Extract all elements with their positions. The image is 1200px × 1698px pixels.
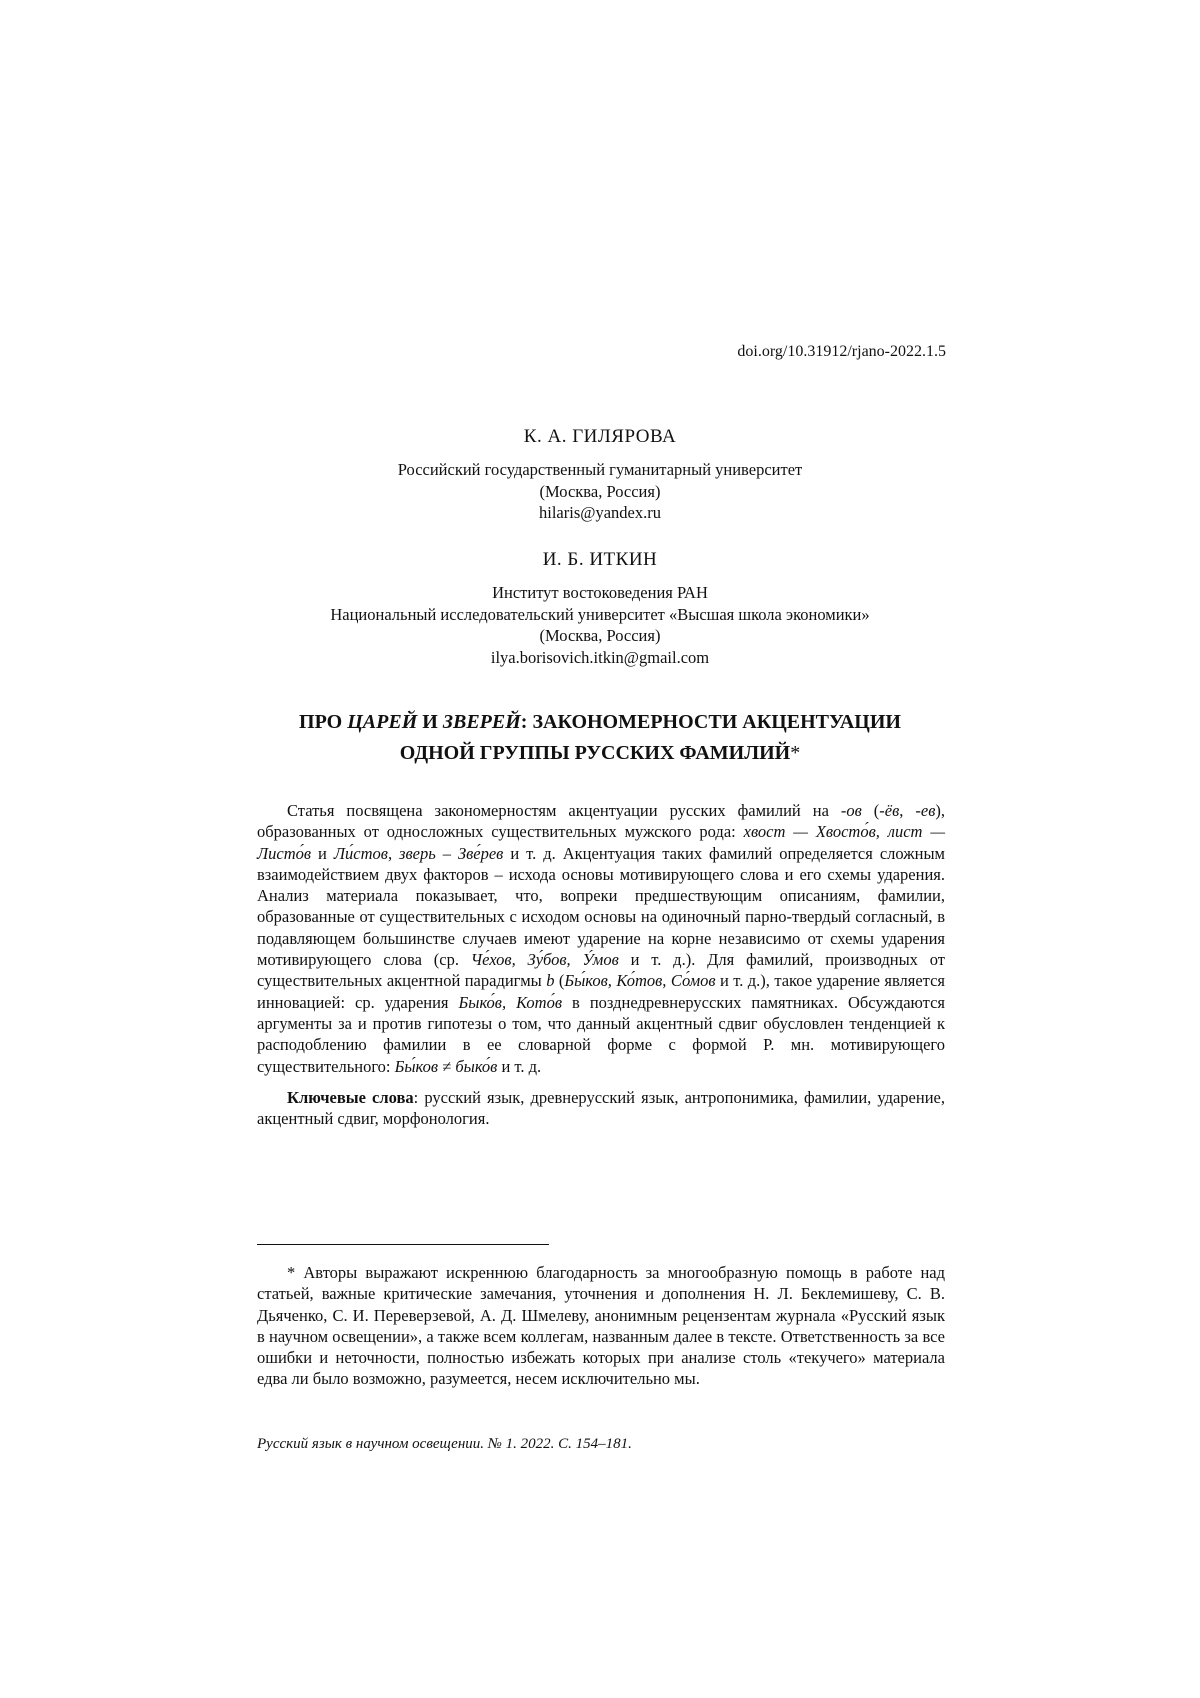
author-email-1[interactable]: hilaris@yandex.ru	[539, 503, 661, 522]
keywords	[257, 1087, 945, 1130]
doi-link[interactable]: doi.org/10.31912/rjano-2022.1.5	[737, 343, 946, 360]
title-line-1: ПРО ЦАРЕЙ И ЗВЕРЕЙ: ЗАКОНОМЕРНОСТИ АКЦЕНТУАЦИИ	[299, 711, 901, 733]
affiliation-line: (Москва, Россия)	[539, 481, 661, 501]
footnote-text: * Авторы выражают искреннюю благодарность за многообразную помощь в работе над статьей, важные критические замечания, уточнения и дополнения Н. Л. Беклемишеву, С. В. Дьяченко, С. И. Переверзевой, А. Д. Шмелеву, анонимным рецензентам журнала «Русский язык в научном освещении», а также всем коллегам, названным далее в тексте. Ответственность за все ошибки и неточности, полностью избежать которых при анализе столь «текучего» материала едва ли было возможно, разумеется, несем исключительно мы.	[257, 1263, 945, 1389]
author-affiliation-2	[0, 582, 1200, 668]
footnote	[257, 1262, 945, 1390]
affiliation-line: Национальный исследовательский университет «Высшая школа экономики»	[330, 604, 870, 624]
journal-citation: Русский язык в научном освещении. № 1. 2022. С. 154–181.	[257, 1436, 632, 1452]
affiliation-line: Институт востоковедения РАН	[492, 583, 708, 602]
keywords-label: Ключевые слова	[287, 1087, 414, 1107]
article-title	[0, 707, 1200, 769]
footnote-mark[interactable]: *	[790, 742, 801, 764]
footnote-divider	[257, 1244, 549, 1245]
title-line-2: ОДНОЙ ГРУППЫ РУССКИХ ФАМИЛИЙ*	[399, 742, 801, 764]
keywords-text: : русский язык, древнерусский язык, антропонимика, фамилии, ударение, акцентный сдвиг, морфонология.	[257, 1087, 945, 1129]
author-name-1: К. А. ГИЛЯРОВА	[523, 426, 677, 447]
abstract	[257, 800, 945, 1129]
author-email-2[interactable]: ilya.borisovich.itkin@gmail.com	[490, 647, 710, 667]
affiliation-line: Российский государственный гуманитарный университет	[397, 460, 803, 479]
author-name-2: И. Б. ИТКИН	[542, 549, 658, 570]
abstract-paragraph: Статья посвящена закономерностям акцентуации русских фамилий на -ов (-ёв, -ев), образованных от односложных существительных мужского рода: хвост — Хвосто́в, лист — Листо́в и Ли́стов, зверь – Зве́рев и т. д. Акцентуация таких фамилий определяется сложным взаимодействием двух факторов – исхода основы мотивирующего слова и его схемы ударения. Анализ материала показывает, что, вопреки предшествующим описаниям, фамилии, образованные от существительных с исходом основы на одиночный парно-твердый согласный, в подавляющем большинстве случаев имеют ударение на корне независимо от схемы ударения мотивирующего слова (ср. Че́хов, Зу́бов, У́мов и т. д.). Для фамилий, производных от существительных акцентной парадигмы b (Бы́ков, Ко́тов, Со́мов и т. д.), такое ударение является инновацией: ср. ударения Быко́в, Кото́в в позднедревнерусских памятниках. Обсуждаются аргументы за и против гипотезы о том, что данный акцентный сдвиг обусловлен тенденцией к расподоблению фамилии в ее словарной форме с формой Р. мн. мотивирующего существительного: Бы́ков ≠ быко́в и т. д.	[257, 801, 946, 1076]
author-affiliation-1	[0, 459, 1200, 524]
affiliation-line: (Москва, Россия)	[539, 626, 661, 645]
